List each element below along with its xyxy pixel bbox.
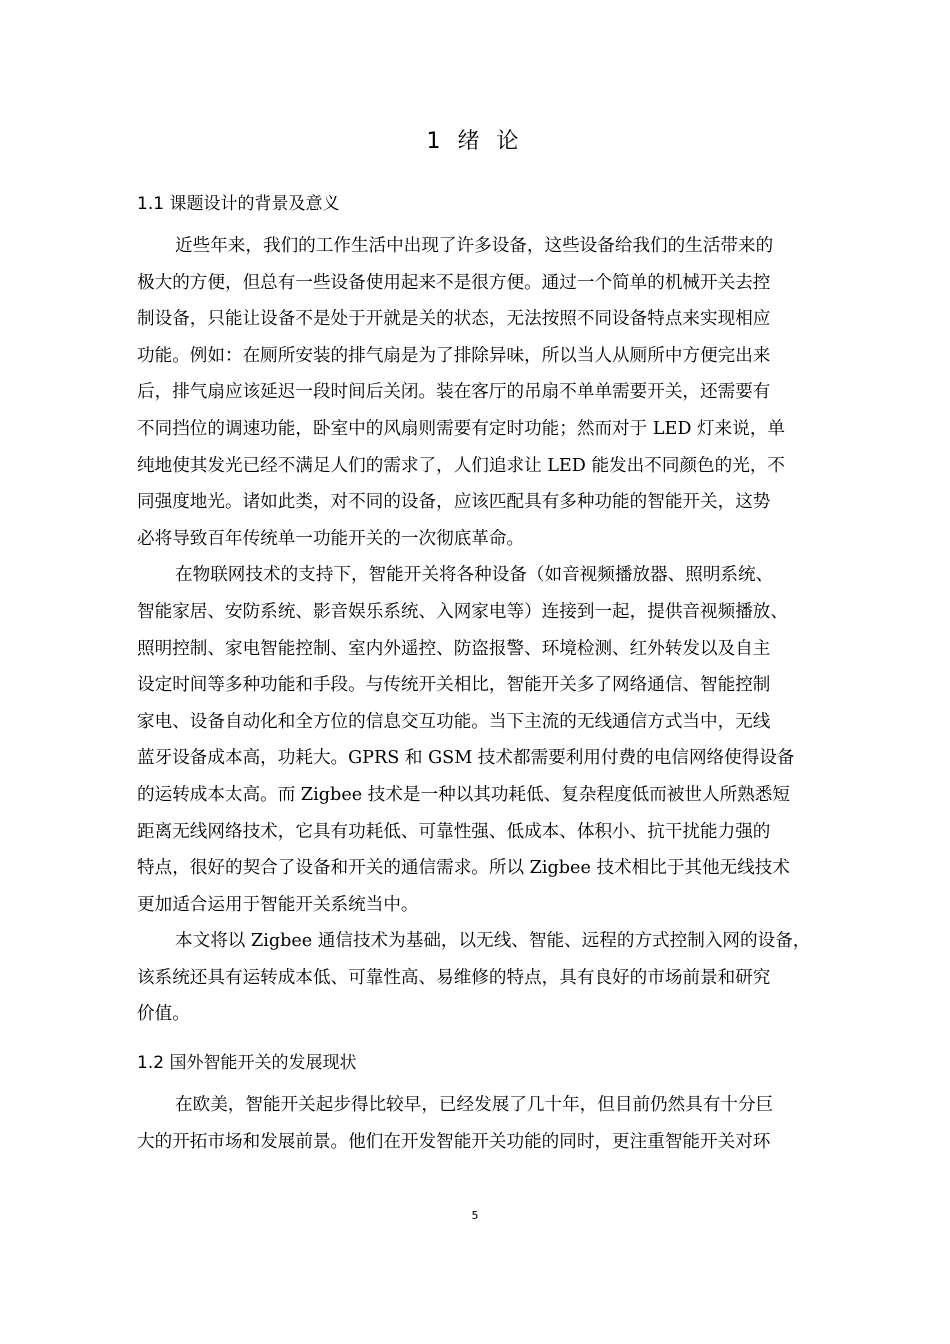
section-1-2-body bbox=[137, 1087, 825, 1160]
text-line: 价值。 bbox=[137, 1004, 190, 1025]
text-line: 制设备，只能让设备不是处于开就是关的状态，无法按照不同设备特点来实现相应 bbox=[137, 309, 771, 330]
text-line: 特点，很好的契合了设备和开关的通信需求。所以 Zigbee 技术相比于其他无线技术 bbox=[137, 858, 790, 879]
text-line: 极大的方便，但总有一些设备使用起来不是很方便。通过一个简单的机械开关去控 bbox=[137, 272, 771, 293]
text-line: 家电、设备自动化和全方位的信息交互功能。当下主流的无线通信方式当中，无线 bbox=[137, 711, 771, 732]
text-line: 在欧美，智能开关起步得比较早，已经发展了几十年，但目前仍然具有十分巨 bbox=[175, 1095, 774, 1115]
text-line: 照明控制、家电智能控制、室内外遥控、防盗报警、环境检测、红外转发以及自主 bbox=[137, 638, 771, 659]
text-line: 不同挡位的调速功能，卧室中的风扇则需要有定时功能；然而对于 LED 灯来说，单 bbox=[137, 418, 786, 439]
text-line: 后，排气扇应该延迟一段时间后关闭。装在客厅的吊扇不单单需要开关，还需要有 bbox=[137, 382, 771, 403]
text-line: 在物联网技术的支持下，智能开关将各种设备（如音视频播放器、照明系统、 bbox=[175, 565, 774, 586]
text-line: 近些年来，我们的工作生活中出现了许多设备，这些设备给我们的生活带来的 bbox=[175, 236, 774, 256]
text-line: 智能家居、安防系统、影音娱乐系统、入网家电等）连接到一起，提供音视频播放、 bbox=[137, 601, 788, 622]
text-line: 距离无线网络技术，它具有功耗低、可靠性强、低成本、体积小、抗干扰能力强的 bbox=[137, 821, 771, 842]
page-number: 5 bbox=[471, 1209, 479, 1222]
text-line: 功能。例如：在厕所安装的排气扇是为了排除异味，所以当人从厕所中方便完出来 bbox=[137, 345, 771, 366]
text-line: 更加适合运用于智能开关系统当中。 bbox=[137, 894, 419, 915]
text-line: 蓝牙设备成本高，功耗大。GPRS 和 GSM 技术都需要利用付费的电信网络使得设备 bbox=[137, 748, 795, 769]
text-line: 设定时间等多种功能和手段。与传统开关相比，智能开关多了网络通信、智能控制 bbox=[137, 675, 771, 696]
text-line: 本文将以 Zigbee 通信技术为基础，以无线、智能、远程的方式控制入网的设备， bbox=[175, 931, 811, 952]
section-heading-1-2: 1.2 国外智能开关的发展现状 bbox=[137, 1053, 357, 1073]
text-line: 该系统还具有运转成本低、可靠性高、易维修的特点，具有良好的市场前景和研究 bbox=[137, 967, 771, 988]
chapter-title: 1 绪 论 bbox=[426, 129, 524, 154]
text-line: 同强度地光。诸如此类，对不同的设备，应该匹配具有多种功能的智能开关，这势 bbox=[137, 492, 771, 513]
section-heading-1-1: 1.1 课题设计的背景及意义 bbox=[137, 194, 340, 214]
paragraph bbox=[137, 228, 825, 557]
text-line: 的运转成本太高。而 Zigbee 技术是一种以其功耗低、复杂程度低而被世人所熟悉短 bbox=[137, 784, 790, 805]
text-line: 大的开拓市场和发展前景。他们在开发智能开关功能的同时，更注重智能开关对环 bbox=[137, 1131, 771, 1152]
paragraph bbox=[137, 557, 825, 923]
text-line: 必将导致百年传统单一功能开关的一次彻底革命。 bbox=[137, 528, 525, 549]
text-line: 纯地使其发光已经不满足人们的需求了，人们追求让 LED 能发出不同颜色的光，不 bbox=[137, 455, 786, 476]
paragraph bbox=[137, 1087, 825, 1160]
section-1-1-body bbox=[137, 228, 825, 1033]
paragraph bbox=[137, 923, 825, 1033]
